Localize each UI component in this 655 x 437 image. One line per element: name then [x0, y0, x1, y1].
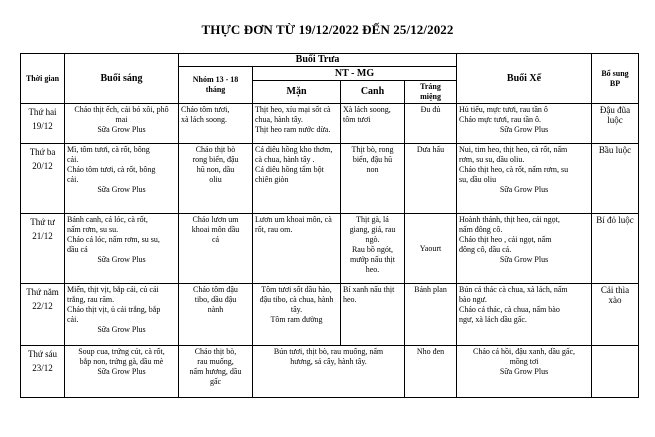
- header-thoi-gian: Thời gian: [21, 54, 65, 104]
- day-name: Thứ ba: [29, 147, 56, 157]
- menu-table: [20, 53, 639, 398]
- dessert: Nho đen: [405, 346, 457, 398]
- snack-text: Hoành thánh, thịt heo, cải ngọt, nấm đông cô. Cháo thịt heo , cải ngọt, nấm đông cô, dầu cá.: [459, 215, 560, 254]
- supplement: [592, 346, 639, 398]
- supplement: Đậu đũa luộc: [592, 104, 639, 144]
- breakfast-milk: Sữa Grow Plus: [97, 125, 146, 134]
- table-row: [21, 284, 639, 346]
- snack-milk: Sữa Grow Plus: [499, 255, 549, 264]
- day-name: Thứ năm: [26, 287, 59, 297]
- header-buoi-sang: Buổi sáng: [65, 54, 179, 104]
- breakfast-milk: Sữa Grow Plus: [97, 325, 146, 334]
- day-date: 22/12: [32, 301, 53, 311]
- soup: Thịt gà, lá giang, giá, rau ngò. Rau bồ ngót, mướp nấu thịt heo.: [341, 214, 405, 284]
- breakfast-milk: Sữa Grow Plus: [97, 185, 146, 194]
- soup: Xà lách soong, tôm tươi: [341, 104, 405, 144]
- supplement: Cải thìa xào: [592, 284, 639, 346]
- main-dish: Tôm tươi sốt dầu hào, đậu tibo, cà chua, hành tây. Tôm ram đường: [253, 284, 341, 346]
- day-date: 20/12: [32, 161, 53, 171]
- infant-menu: Cháo tôm đậu tibo, dầu đậu nành: [179, 284, 253, 346]
- page-title: THỰC ĐƠN TỪ 19/12/2022 ĐẾN 25/12/2022: [201, 22, 454, 37]
- soup: Bí xanh nấu thịt heo.: [341, 284, 405, 346]
- dessert: Dưa hấu: [405, 144, 457, 214]
- main-dish: Cá diêu hồng kho thơm, cà chua, hành tây . Cá diêu hồng tẩm bột chiên giòn: [253, 144, 341, 214]
- header-buoi-xe: Buổi Xế: [457, 54, 592, 104]
- main-dish: Lươn um khoai môn, cà rốt, rau om.: [253, 214, 341, 284]
- breakfast-milk: Sữa Grow Plus: [97, 255, 146, 264]
- day-date: 23/12: [32, 363, 53, 373]
- infant-menu: Cháo thịt bò, rau muống, nấm hương, dầu gấc: [179, 346, 253, 398]
- dessert: Bánh plan: [405, 284, 457, 346]
- breakfast-text: Bánh canh, cá lóc, cà rốt, nấm rơm, su su. Cháo cá lóc, nấm rơm, su su, dầu cá: [67, 215, 160, 254]
- snack-milk: Sữa Grow Plus: [499, 125, 549, 134]
- table-row: [21, 214, 639, 284]
- day-name: Thứ sáu: [27, 349, 58, 359]
- day-date: 21/12: [32, 231, 53, 241]
- table-row: [21, 346, 639, 398]
- day-name: Thứ tư: [30, 217, 55, 227]
- breakfast-text: Soup cua, trứng cút, cà rốt, bắp non, trứng gà, dầu mè: [78, 347, 165, 366]
- header-nt-mg: NT - MG: [253, 67, 457, 81]
- main-dish: Thịt heo, xíu mại sốt cà chua, hành tây. Thịt heo ram nước dừa.: [253, 104, 341, 144]
- day-date: 19/12: [32, 121, 53, 131]
- soup: Thịt bò, rong biển, đậu hũ non: [341, 144, 405, 214]
- header-trang-mieng: Tráng miệng: [405, 81, 457, 104]
- breakfast-text: Cháo thịt ếch, cải bó xôi, phô mai: [74, 105, 169, 124]
- snack-text: Hủ tiếu, mực tươi, rau tần ô Cháo mực tươi, rau tần ô.: [459, 105, 548, 124]
- day-name: Thứ hai: [28, 107, 57, 117]
- snack-text: Bún cá thác cà chua, xà lách, nấm bào ngư. Cháo cá thác, cà chua, nấm bào ngư, xà lách dầu gấc.: [459, 285, 568, 324]
- snack-milk: Sữa Grow Plus: [499, 367, 549, 376]
- supplement: Bí đỏ luộc: [592, 214, 639, 284]
- dessert: Yaourt: [405, 214, 457, 284]
- table-row: [21, 104, 639, 144]
- infant-menu: Cháo thịt bò rong biển, đậu hũ non, dầu oliu: [179, 144, 253, 214]
- header-man: Mặn: [253, 81, 341, 104]
- infant-menu: Cháo tôm tươi, xà lách soong.: [179, 104, 253, 144]
- infant-menu: Cháo lươn um khoai môn dầu cá: [179, 214, 253, 284]
- breakfast-text: Miến, thịt vịt, bắp cải, củ cải trắng, rau răm. Cháo thịt vịt, ủ cải trắng, bắp cải.: [67, 285, 161, 324]
- snack-text: Nui, tim heo, thịt heo, cà rốt, nấm rơm, su su, dầu oliu. Cháo thịt heo, cà rốt, nấm rơm, su su, dầu oliu: [459, 145, 569, 184]
- snack-milk: Sữa Grow Plus: [499, 185, 549, 194]
- header-nhom: Nhóm 13 - 18 tháng: [179, 67, 253, 104]
- breakfast-milk: Sữa Grow Plus: [97, 367, 146, 376]
- header-canh: Canh: [341, 81, 405, 104]
- main-dish-soup: Bún tươi, thịt bò, rau muống, nấm hương, sả cây, hành tây.: [253, 346, 405, 398]
- header-buoi-trua: Buổi Trưa: [179, 54, 457, 67]
- header-bo-sung: Bổ sung BP: [592, 54, 639, 104]
- snack-text: Cháo cá hồi, đậu xanh, dầu gấc, mồng tơi: [473, 347, 575, 366]
- table-row: [21, 144, 639, 214]
- dessert: Đu đủ: [405, 104, 457, 144]
- breakfast-text: Mì, tôm tươi, cà rốt, bông cải. Cháo tôm tươi, cà rốt, bông cải.: [67, 145, 156, 184]
- supplement: Bầu luộc: [592, 144, 639, 214]
